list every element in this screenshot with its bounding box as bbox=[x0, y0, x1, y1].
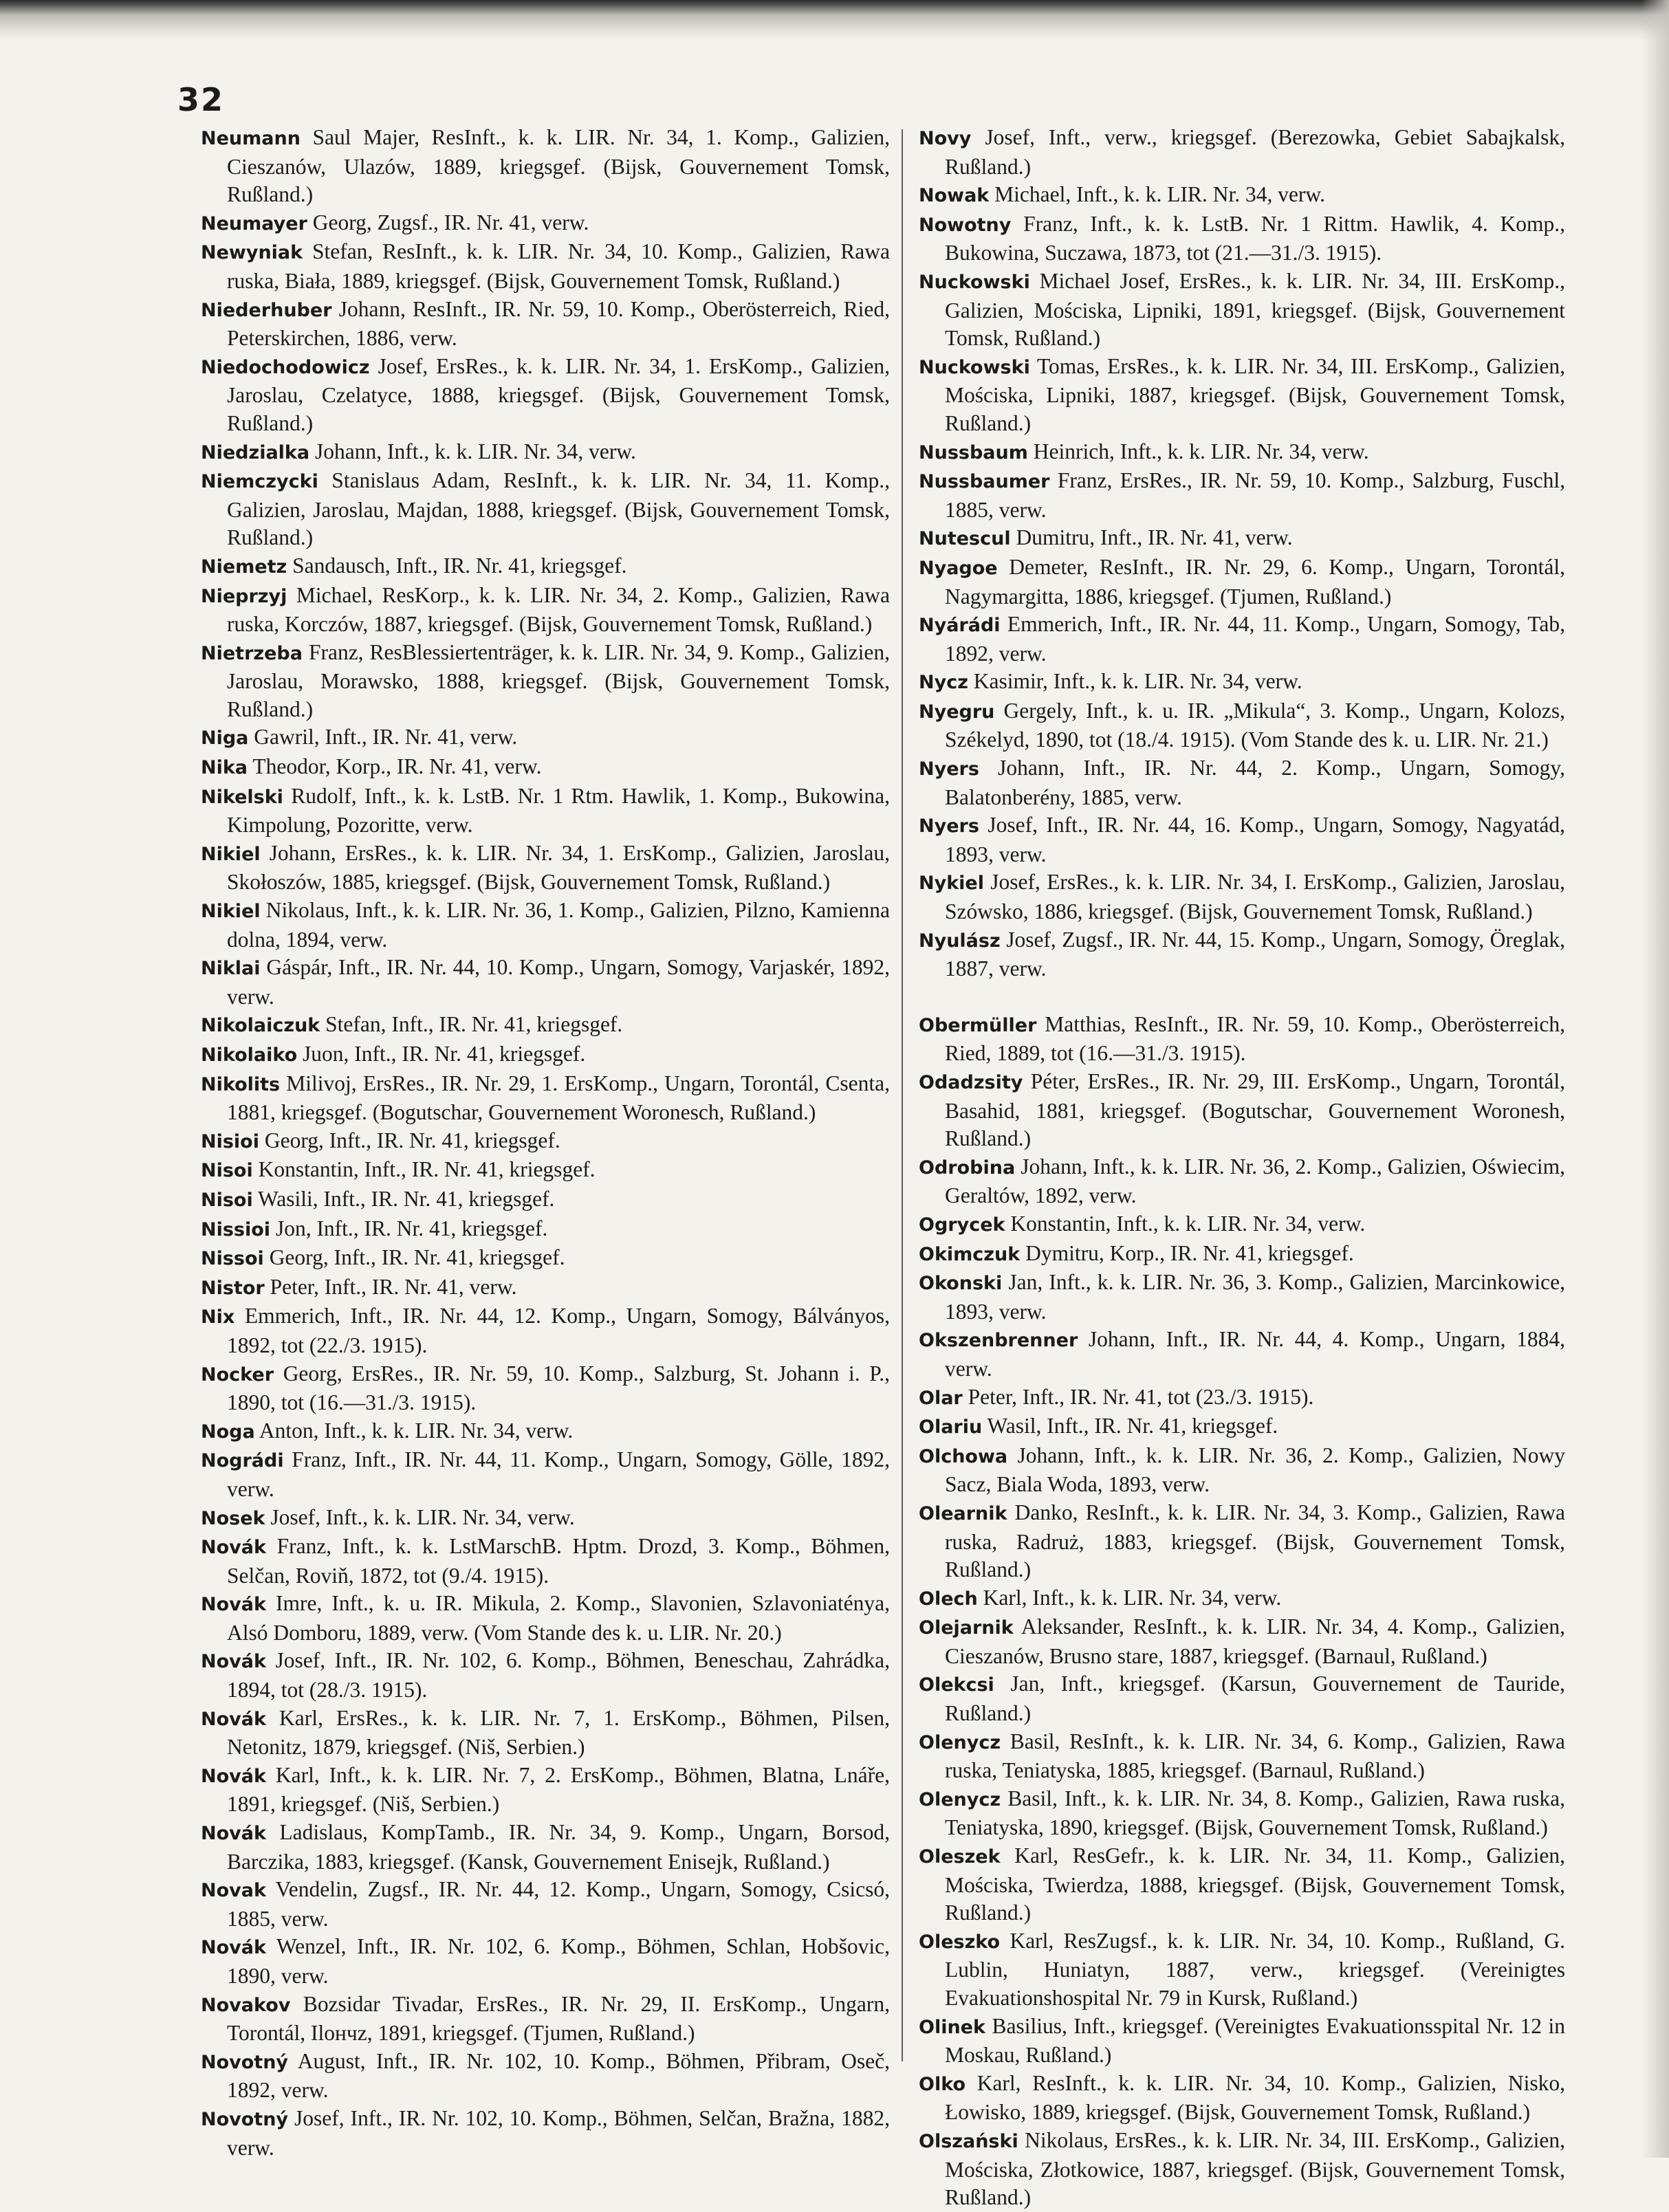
entry-details: Matthias, ResInft., IR. Nr. 59, 10. Komp., Oberösterreich, Ried, 1889, tot (16.—31./3. 1915). bbox=[945, 1011, 1565, 1066]
entry-surname: Nowotny bbox=[919, 214, 1012, 236]
list-entry bbox=[201, 1876, 890, 1933]
entry-surname: Ogrycek bbox=[919, 1214, 1005, 1236]
entry-details: Franz, ErsRes., IR. Nr. 59, 10. Komp., Salzburg, Fuschl, 1885, verw. bbox=[945, 468, 1566, 522]
entry-details: Gergely, Inft., k. u. IR. „Mikula“, 3. Komp., Ungarn, Kolozs, Székelyd, 1890, tot (18./4. 1915). (Vom Stande des k. u. LIR. Nr. 21.) bbox=[945, 698, 1566, 752]
entry-details: Danko, ResInft., k. k. LIR. Nr. 34, 3. Komp., Galizien, Rawa ruska, Radruż, 1883, kriegsgef. (Bijsk, Gouvernement Tomsk, Rußland.) bbox=[945, 1500, 1566, 1582]
list-entry bbox=[201, 954, 890, 1011]
entry-surname: Nistor bbox=[201, 1277, 265, 1299]
list-entry bbox=[201, 1302, 890, 1359]
entry-surname: Okszenbrenner bbox=[919, 1330, 1078, 1352]
entry-details: Basil, ResInft., k. k. LIR. Nr. 34, 6. Komp., Galizien, Rawa ruska, Teniatyska, 1885, kriegsgef. (Barnaul, Rußland.) bbox=[945, 1729, 1565, 1783]
entry-details: Josef, Zugsf., IR. Nr. 44, 15. Komp., Ungarn, Somogy, Öreglak, 1887, verw. bbox=[945, 927, 1566, 981]
entry-details: Karl, ResInft., k. k. LIR. Nr. 34, 10. Komp., Galizien, Nisko, Łowisko, 1889, kriegsgef. (Bijsk, Gouvernement Tomsk, Rußland.) bbox=[945, 2070, 1566, 2125]
list-entry bbox=[919, 1728, 1565, 1785]
left-column bbox=[201, 124, 890, 2162]
entry-details: Vendelin, Zugsf., IR. Nr. 44, 12. Komp., Ungarn, Somogy, Csicsó, 1885, verw. bbox=[227, 1877, 890, 1931]
entry-details: Tomas, ErsRes., k. k. LIR. Nr. 34, III. ErsKomp., Galizien, Mościska, Lipniki, 1887, kriegsgef. (Bijsk, Gouvernement Tomsk, Rußland.) bbox=[945, 353, 1566, 435]
list-entry bbox=[919, 1412, 1565, 1442]
list-entry bbox=[919, 1210, 1565, 1240]
list-entry bbox=[919, 868, 1565, 926]
entry-surname: Nuckowski bbox=[919, 271, 1030, 293]
entry-surname: Novák bbox=[201, 1594, 266, 1616]
entry-surname: Nyagoe bbox=[919, 557, 998, 579]
list-entry bbox=[919, 1785, 1565, 1842]
entry-details: Gáspár, Inft., IR. Nr. 44, 10. Komp., Ungarn, Somogy, Varjaskér, 1892, verw. bbox=[227, 955, 891, 1009]
entry-surname: Niederhuber bbox=[201, 299, 332, 321]
list-entry bbox=[201, 1933, 890, 1990]
entry-surname: Nowak bbox=[919, 185, 990, 207]
entry-details: Michael, Inft., k. k. LIR. Nr. 34, verw. bbox=[994, 182, 1325, 207]
entry-details: Franz, Inft., k. k. LstMarschB. Hptm. Drozd, 3. Komp., Böhmen, Selčan, Roviň, 1872, tot (9./4. 1915). bbox=[227, 1534, 891, 1588]
list-entry bbox=[201, 1127, 890, 1157]
entry-surname: Nussbaum bbox=[919, 441, 1028, 463]
entry-details: Ladislaus, KompTamb., IR. Nr. 34, 9. Komp., Ungarn, Borsod, Barczika, 1883, kriegsgef. (Kansk, Gouvernement Enisejk, Rußland.) bbox=[227, 1820, 890, 1874]
entry-surname: Olchowa bbox=[919, 1445, 1008, 1467]
list-entry bbox=[919, 524, 1565, 554]
entry-details: Stefan, Inft., IR. Nr. 41, kriegsgef. bbox=[325, 1012, 623, 1037]
entry-details: Josef, Inft., IR. Nr. 44, 16. Komp., Ungarn, Somogy, Nagyatád, 1893, verw. bbox=[945, 813, 1566, 866]
entry-surname: Niemczycki bbox=[201, 471, 318, 493]
entry-surname: Novák bbox=[201, 1937, 266, 1959]
entry-surname: Nissioi bbox=[201, 1218, 271, 1240]
entry-details: Josef, Inft., verw., kriegsgef. (Berezowka, Gebiet Sabajkalsk, Rußland.) bbox=[945, 125, 1566, 179]
list-entry bbox=[201, 238, 890, 295]
entry-surname: Olenycz bbox=[919, 1731, 1001, 1753]
entry-details: Michael Josef, ErsRes., k. k. LIR. Nr. 34, III. ErsKomp., Galizien, Mościska, Lipniki, 1891, kriegsgef. (Bijsk, Gouvernement Tomsk, Rußland.) bbox=[945, 268, 1566, 351]
entry-details: Konstantin, Inft., IR. Nr. 41, kriegsgef. bbox=[258, 1157, 596, 1182]
entry-surname: Odadzsity bbox=[919, 1072, 1023, 1093]
entry-details: Georg, Zugsf., IR. Nr. 41, verw. bbox=[312, 210, 589, 234]
entry-details: Nikolaus, Inft., k. k. LIR. Nr. 36, 1. Komp., Galizien, Pilzno, Kamienna dolna, 1894, verw. bbox=[227, 898, 890, 952]
entry-surname: Newyniak bbox=[201, 242, 303, 264]
entry-surname: Novák bbox=[201, 1651, 266, 1673]
list-entry bbox=[919, 1269, 1565, 1326]
list-entry bbox=[201, 2048, 890, 2105]
page-number: 32 bbox=[177, 81, 225, 118]
list-entry bbox=[919, 1842, 1565, 1927]
right-column bbox=[919, 124, 1565, 2212]
entry-details: Stefan, ResInft., k. k. LIR. Nr. 34, 10. Komp., Galizien, Rawa ruska, Biała, 1889, kriegsgef. (Bijsk, Gouvernement Tomsk, Rußland.) bbox=[227, 239, 890, 293]
right-column-o-section bbox=[919, 1011, 1565, 2212]
list-entry bbox=[201, 1991, 890, 2048]
entry-surname: Odrobina bbox=[919, 1157, 1016, 1179]
entry-surname: Neumayer bbox=[201, 212, 307, 234]
entry-details: Bozsidar Tivadar, ErsRes., IR. Nr. 29, II. ErsKomp., Ungarn, Torontál, Ilончz, 1891, kriegsgef. (Tjumen, Rußland.) bbox=[227, 1991, 890, 2046]
entry-surname: Obermüller bbox=[919, 1014, 1037, 1036]
entry-details: Stanislaus Adam, ResInft., k. k. LIR. Nr. 34, 11. Komp., Galizien, Jaroslau, Majdan, 1888, kriegsgef. (Bijsk, Gouvernement Tomsk, Rußland.) bbox=[227, 468, 890, 550]
entry-details: Josef, ErsRes., k. k. LIR. Nr. 34, 1. ErsKomp., Galizien, Jaroslau, Czelatyce, 1888, kriegsgef. (Bijsk, Gouvernement Tomsk, Rußland.) bbox=[227, 353, 891, 435]
entry-details: Wenzel, Inft., IR. Nr. 102, 6. Komp., Böhmen, Schlan, Hobšovic, 1890, verw. bbox=[227, 1934, 890, 1988]
entry-details: August, Inft., IR. Nr. 102, 10. Komp., Böhmen, Přibram, Oseč, 1892, verw. bbox=[227, 2048, 891, 2103]
entry-details: Demeter, ResInft., IR. Nr. 29, 6. Komp., Ungarn, Torontál, Nagymargitta, 1886, kriegsgef. (Tjumen, Rußland.) bbox=[945, 554, 1566, 609]
entry-surname: Nocker bbox=[201, 1364, 274, 1386]
list-entry bbox=[201, 1647, 890, 1704]
list-entry bbox=[919, 1240, 1565, 1269]
entry-details: Karl, Inft., k. k. LIR. Nr. 34, verw. bbox=[983, 1585, 1282, 1610]
entry-details: Franz, Inft., IR. Nr. 44, 11. Komp., Ungarn, Somogy, Gölle, 1892, verw. bbox=[227, 1447, 890, 1501]
list-entry bbox=[201, 1360, 890, 1417]
entry-details: Johann, ErsRes., k. k. LIR. Nr. 34, 1. ErsKomp., Galizien, Jaroslau, Skołoszów, 1885, kriegsgef. (Bijsk, Gouvernement Tomsk, Rußland.) bbox=[227, 840, 891, 895]
list-entry bbox=[919, 1011, 1565, 1068]
list-entry bbox=[201, 296, 890, 353]
entry-details: Johann, Inft., IR. Nr. 44, 4. Komp., Ungarn, 1884, verw. bbox=[945, 1327, 1565, 1381]
list-entry bbox=[919, 267, 1565, 353]
list-entry bbox=[201, 1533, 890, 1590]
list-entry bbox=[201, 723, 890, 753]
list-entry bbox=[201, 1070, 890, 1127]
entry-details: Peter, Inft., IR. Nr. 41, verw. bbox=[270, 1274, 517, 1299]
entry-details: Josef, Inft., IR. Nr. 102, 10. Komp., Böhmen, Selčan, Bražna, 1882, verw. bbox=[227, 2105, 890, 2160]
entry-surname: Olearnik bbox=[919, 1502, 1007, 1524]
list-entry bbox=[919, 1442, 1565, 1499]
entry-surname: Nyegru bbox=[919, 701, 995, 723]
entry-details: Aleksander, ResInft., k. k. LIR. Nr. 34, 4. Komp., Galizien, Cieszanów, Brusno stare, 1887, kriegsgef. (Barnaul, Rußland.) bbox=[945, 1614, 1565, 1668]
entry-details: Basil, Inft., k. k. LIR. Nr. 34, 8. Komp., Galizien, Rawa ruska, Teniatyska, 1890, kriegsgef. (Bijsk, Gouvernement Tomsk, Rußland.) bbox=[945, 1786, 1566, 1840]
list-entry bbox=[201, 1011, 890, 1040]
entry-details: Nikolaus, ErsRes., k. k. LIR. Nr. 34, III. ErsKomp., Galizien, Mościska, Złotkowice, 1887, kriegsgef. (Bijsk, Gouvernement Tomsk, Rußland.) bbox=[945, 2127, 1565, 2210]
list-entry bbox=[201, 1273, 890, 1303]
right-column-n-section bbox=[919, 124, 1565, 983]
list-entry bbox=[201, 897, 890, 954]
entry-surname: Nyulász bbox=[919, 930, 1001, 952]
entry-surname: Nika bbox=[201, 757, 248, 779]
list-entry bbox=[919, 1670, 1565, 1727]
entry-details: Georg, Inft., IR. Nr. 41, kriegsgef. bbox=[269, 1245, 565, 1270]
entry-details: Dymitru, Korp., IR. Nr. 41, kriegsgef. bbox=[1025, 1240, 1354, 1265]
entry-surname: Nográdi bbox=[201, 1450, 284, 1472]
list-entry bbox=[919, 697, 1565, 754]
list-entry bbox=[201, 1156, 890, 1185]
list-entry bbox=[201, 209, 890, 239]
entry-surname: Nussbaumer bbox=[919, 471, 1050, 493]
entry-surname: Novotný bbox=[201, 2051, 289, 2073]
entry-details: Sandausch, Inft., IR. Nr. 41, kriegsgef. bbox=[292, 553, 627, 578]
list-entry bbox=[919, 1584, 1565, 1614]
list-entry bbox=[201, 467, 890, 552]
entry-details: Juon, Inft., IR. Nr. 41, kriegsgef. bbox=[303, 1042, 586, 1066]
entry-details: Franz, Inft., k. k. LstB. Nr. 1 Rittm. Hawlik, 4. Komp., Bukowina, Suczawa, 1873, tot (21.—31./3. 1915). bbox=[945, 211, 1565, 265]
list-entry bbox=[919, 210, 1565, 267]
entry-surname: Nyers bbox=[919, 758, 979, 780]
entry-details: Josef, Inft., k. k. LIR. Nr. 34, verw. bbox=[270, 1504, 575, 1529]
entry-surname: Nyárádi bbox=[919, 615, 1001, 637]
entry-details: Johann, Inft., k. k. LIR. Nr. 34, verw. bbox=[315, 439, 636, 463]
list-entry bbox=[919, 1613, 1565, 1670]
list-entry bbox=[919, 1326, 1565, 1383]
entry-details: Heinrich, Inft., k. k. LIR. Nr. 34, verw. bbox=[1033, 439, 1369, 463]
entry-details: Dumitru, Inft., IR. Nr. 41, verw. bbox=[1016, 525, 1293, 550]
list-entry bbox=[919, 554, 1565, 611]
entry-surname: Okonski bbox=[919, 1273, 1003, 1295]
list-entry bbox=[201, 1762, 890, 1819]
entry-surname: Nissoi bbox=[201, 1248, 264, 1270]
list-entry bbox=[201, 552, 890, 582]
entry-details: Michael, ResKorp., k. k. LIR. Nr. 34, 2. Komp., Galizien, Rawa ruska, Korczów, 1887, kriegsgef. (Bijsk, Gouvernement Tomsk, Rußland.) bbox=[227, 582, 891, 637]
list-entry bbox=[919, 926, 1565, 983]
list-entry bbox=[919, 181, 1565, 210]
entry-details: Johann, Inft., k. k. LIR. Nr. 36, 2. Komp., Galizien, Oświecim, Geraltów, 1892, verw. bbox=[945, 1154, 1566, 1208]
list-entry bbox=[201, 582, 890, 639]
entry-surname: Niedochodowicz bbox=[201, 356, 370, 378]
entry-surname: Niemetz bbox=[201, 556, 287, 578]
entry-details: Theodor, Korp., IR. Nr. 41, verw. bbox=[252, 754, 542, 779]
entry-surname: Novotný bbox=[201, 2108, 289, 2130]
entry-surname: Olekcsi bbox=[919, 1674, 994, 1696]
list-entry bbox=[919, 611, 1565, 668]
entry-details: Basilius, Inft., kriegsgef. (Vereinigtes Evakuationsspital Nr. 12 in Moskau, Rußland.) bbox=[945, 2013, 1566, 2068]
entry-details: Wasil, Inft., IR. Nr. 41, kriegsgef. bbox=[987, 1414, 1278, 1438]
entry-details: Anton, Inft., k. k. LIR. Nr. 34, verw. bbox=[259, 1418, 574, 1443]
list-entry bbox=[201, 782, 890, 840]
entry-surname: Nosek bbox=[201, 1507, 265, 1529]
list-entry bbox=[201, 2105, 890, 2162]
entry-surname: Nuckowski bbox=[919, 356, 1030, 378]
entry-surname: Olinek bbox=[919, 2016, 985, 2038]
entry-details: Péter, ErsRes., IR. Nr. 29, III. ErsKomp., Ungarn, Torontál, Basahid, 1881, kriegsgef. (Bogutschar, Gouvernement Woronesh, Rußland.) bbox=[945, 1069, 1566, 1151]
entry-surname: Niga bbox=[201, 727, 249, 749]
entry-surname: Olariu bbox=[919, 1416, 983, 1438]
entry-details: Johann, Inft., k. k. LIR. Nr. 36, 2. Komp., Galizien, Nowy Sacz, Biala Woda, 1893, verw. bbox=[945, 1443, 1566, 1497]
entry-surname: Olenycz bbox=[919, 1788, 1001, 1810]
entry-details: Emmerich, Inft., IR. Nr. 44, 12. Komp., Ungarn, Somogy, Bálványos, 1892, tot (22./3. 1915). bbox=[227, 1304, 891, 1357]
list-entry bbox=[919, 353, 1565, 438]
list-entry bbox=[919, 1068, 1565, 1153]
entry-surname: Nyers bbox=[919, 815, 979, 837]
entry-details: Franz, ResBlessiertenträger, k. k. LIR. Nr. 34, 9. Komp., Galizien, Jaroslau, Morawsko, 1888, kriegsgef. (Bijsk, Gouvernement Tomsk, Rußland.) bbox=[227, 639, 890, 721]
list-entry bbox=[919, 1383, 1565, 1413]
entry-details: Gawril, Inft., IR. Nr. 41, verw. bbox=[254, 725, 518, 749]
entry-details: Johann, ResInft., IR. Nr. 59, 10. Komp., Oberösterreich, Ried, Peterskirchen, 1886, verw. bbox=[227, 296, 891, 351]
list-entry bbox=[201, 1446, 890, 1503]
entry-details: Jan, Inft., k. k. LIR. Nr. 36, 3. Komp., Galizien, Marcinkowice, 1893, verw. bbox=[945, 1270, 1565, 1324]
scan-edge-top bbox=[0, 0, 1669, 41]
list-entry bbox=[919, 1927, 1565, 2013]
entry-surname: Novy bbox=[919, 128, 972, 149]
list-entry bbox=[919, 2013, 1565, 2070]
entry-surname: Nisioi bbox=[201, 1130, 259, 1152]
entry-surname: Nikolits bbox=[201, 1073, 281, 1095]
entry-surname: Nikiel bbox=[201, 901, 261, 923]
list-entry bbox=[919, 668, 1565, 697]
entry-details: Georg, Inft., IR. Nr. 41, kriegsgef. bbox=[264, 1128, 560, 1152]
list-entry bbox=[919, 1153, 1565, 1210]
entry-details: Milivoj, ErsRes., IR. Nr. 29, 1. ErsKomp., Ungarn, Torontál, Csenta, 1881, kriegsgef. (Bogutschar, Gouvernement Woronesch, Rußland.) bbox=[227, 1071, 890, 1125]
entry-surname: Olech bbox=[919, 1588, 978, 1610]
entry-surname: Nix bbox=[201, 1306, 235, 1328]
entry-surname: Nisoi bbox=[201, 1189, 253, 1211]
entry-details: Peter, Inft., IR. Nr. 41, tot (23./3. 1915). bbox=[968, 1384, 1314, 1409]
list-entry bbox=[919, 754, 1565, 811]
column-divider bbox=[902, 129, 903, 2061]
entry-surname: Novakov bbox=[201, 1994, 291, 2016]
entry-surname: Novak bbox=[201, 1880, 266, 1902]
entry-details: Imre, Inft., k. u. IR. Mikula, 2. Komp., Slavonien, Szlavoniatényа, Alsó Domboru, 1889, verw. (Vom Stande des k. u. LIR. Nr. 20.) bbox=[227, 1591, 890, 1645]
entry-details: Karl, ResGefr., k. k. LIR. Nr. 34, 11. Komp., Galizien, Mościska, Twierdza, 1888, kriegsgef. (Bijsk, Gouvernement Tomsk, Rußland.) bbox=[945, 1843, 1565, 1925]
entry-details: Kasimir, Inft., k. k. LIR. Nr. 34, verw. bbox=[973, 669, 1302, 694]
entry-details: Wasili, Inft., IR. Nr. 41, kriegsgef. bbox=[258, 1186, 555, 1211]
list-entry bbox=[919, 2070, 1565, 2127]
list-entry bbox=[201, 639, 890, 724]
entry-surname: Nisoi bbox=[201, 1160, 253, 1182]
entry-details: Rudolf, Inft., k. k. LstB. Nr. 1 Rtm. Hawlik, 1. Komp., Bukowina, Kimpolung, Pozoritte, verw. bbox=[227, 783, 891, 837]
entry-surname: Niklai bbox=[201, 958, 261, 980]
list-entry bbox=[201, 753, 890, 782]
entry-surname: Nycz bbox=[919, 672, 968, 694]
entry-surname: Noga bbox=[201, 1421, 255, 1443]
entry-surname: Oleszek bbox=[919, 1846, 1001, 1868]
list-entry bbox=[201, 1185, 890, 1215]
entry-surname: Olko bbox=[919, 2073, 966, 2095]
entry-surname: Nykiel bbox=[919, 873, 984, 895]
list-entry bbox=[201, 1417, 890, 1447]
list-entry bbox=[201, 1215, 890, 1245]
entry-surname: Olszański bbox=[919, 2130, 1018, 2152]
entry-surname: Neumann bbox=[201, 128, 301, 149]
entry-surname: Olar bbox=[919, 1387, 963, 1409]
list-entry bbox=[201, 1705, 890, 1762]
scan-edge-right bbox=[1641, 0, 1669, 2158]
entry-surname: Oleszko bbox=[919, 1931, 1001, 1953]
list-entry bbox=[919, 467, 1565, 524]
list-entry bbox=[201, 1819, 890, 1876]
list-entry bbox=[919, 2127, 1565, 2212]
section-gap bbox=[919, 983, 1565, 1011]
list-entry bbox=[201, 353, 890, 438]
list-entry bbox=[201, 1504, 890, 1533]
list-entry bbox=[919, 124, 1565, 181]
entry-details: Karl, ResZugsf., k. k. LIR. Nr. 34, 10. Komp., Rußland, G. Lublin, Huniatyn, 1887, verw., kriegsgef. (Vereinigtes Evakuationshospital Nr. 79 in Kursk, Rußland.) bbox=[945, 1928, 1566, 2010]
entry-details: Georg, ErsRes., IR. Nr. 59, 10. Komp., Salzburg, St. Johann i. P., 1890, tot (16.—31./3. 1915). bbox=[227, 1361, 891, 1415]
entry-details: Saul Majer, ResInft., k. k. LIR. Nr. 34, 1. Komp., Galizien, Cieszanów, Ulazów, 1889, kriegsgef. (Bijsk, Gouvernement Tomsk, Rußland.) bbox=[227, 125, 891, 207]
entry-surname: Nikelski bbox=[201, 786, 283, 808]
list-entry bbox=[919, 1499, 1565, 1584]
list-entry bbox=[201, 1244, 890, 1273]
entry-surname: Nietrzeba bbox=[201, 642, 303, 664]
entry-details: Emmerich, Inft., IR. Nr. 44, 11. Komp., Ungarn, Somogy, Tab, 1892, verw. bbox=[945, 612, 1565, 666]
list-entry bbox=[919, 811, 1565, 868]
list-entry bbox=[201, 1590, 890, 1647]
entry-surname: Niedzialka bbox=[201, 441, 310, 463]
entry-details: Jon, Inft., IR. Nr. 41, kriegsgef. bbox=[275, 1216, 548, 1240]
entry-details: Josef, Inft., IR. Nr. 102, 6. Komp., Böhmen, Beneschau, Zahrádka, 1894, tot (28./3. 1915). bbox=[227, 1648, 891, 1702]
entry-surname: Novák bbox=[201, 1708, 266, 1730]
entry-surname: Novák bbox=[201, 1765, 266, 1787]
entry-details: Konstantin, Inft., k. k. LIR. Nr. 34, verw. bbox=[1010, 1211, 1366, 1236]
entry-surname: Nikiel bbox=[201, 843, 261, 865]
entry-surname: Novák bbox=[201, 1537, 266, 1559]
entry-surname: Olejarnik bbox=[919, 1617, 1014, 1639]
list-entry bbox=[201, 840, 890, 897]
entry-details: Karl, ErsRes., k. k. LIR. Nr. 7, 1. ErsKomp., Böhmen, Pilsen, Netonitz, 1879, kriegsgef. (Niš, Serbien.) bbox=[227, 1705, 891, 1760]
entry-details: Jan, Inft., kriegsgef. (Karsun, Gouvernement de Tauride, Rußland.) bbox=[945, 1672, 1566, 1726]
entry-details: Johann, Inft., IR. Nr. 44, 2. Komp., Ungarn, Somogy, Balatonberény, 1885, verw. bbox=[945, 756, 1566, 809]
list-entry bbox=[201, 1040, 890, 1070]
entry-surname: Okimczuk bbox=[919, 1243, 1021, 1265]
list-entry bbox=[919, 438, 1565, 468]
entry-surname: Novák bbox=[201, 1823, 266, 1845]
entry-details: Karl, Inft., k. k. LIR. Nr. 7, 2. ErsKomp., Böhmen, Blatna, Lnáře, 1891, kriegsgef. (Niš, Serbien.) bbox=[227, 1762, 890, 1817]
list-entry bbox=[201, 124, 890, 209]
entry-surname: Nikolaiczuk bbox=[201, 1015, 320, 1037]
entry-surname: Nutescul bbox=[919, 528, 1011, 550]
entry-surname: Nieprzyj bbox=[201, 585, 287, 607]
entry-details: Josef, ErsRes., k. k. LIR. Nr. 34, I. ErsKomp., Galizien, Jaroslau, Szówsko, 1886, kriegsgef. (Bijsk, Gouvernement Tomsk, Rußland.) bbox=[945, 870, 1565, 924]
entry-surname: Nikolaiko bbox=[201, 1044, 298, 1066]
list-entry bbox=[201, 438, 890, 468]
